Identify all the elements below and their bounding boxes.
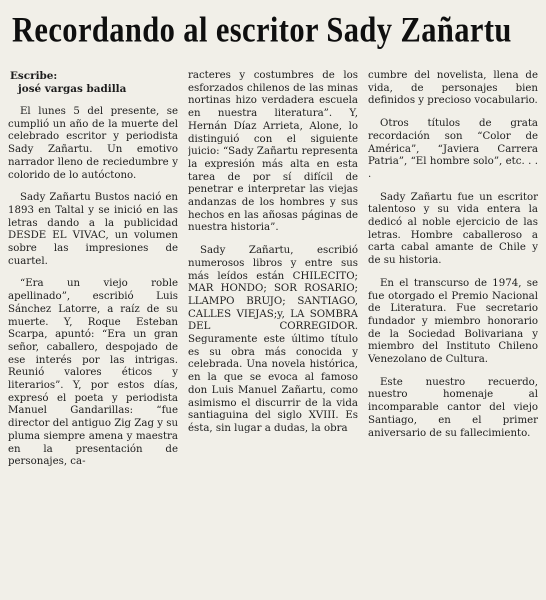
byline xyxy=(8,70,178,96)
paragraph: Sady Zañartu fue un escritor talentoso y su vida entera la dedicó al noble ejercicio de las letras. Hombre caballeroso a carta cabal amante de Chile y de su historia. xyxy=(368,191,538,267)
article-columns xyxy=(8,70,538,600)
paragraph: cumbre del novelista, llena de vida, de personajes bien definidos y precioso vocabulario. xyxy=(368,70,538,107)
paragraph: En el transcurso de 1974, se fue otorgado el Premio Nacional de Literatura. Fue secretario fundador y miembro honorario de la Sociedad Bolivariana y miembro del Instituto Chileno Venezolano de Cultura. xyxy=(368,277,538,366)
paragraph: El lunes 5 del presente, se cumplió un año de la muerte del celebrado escritor y periodista Sady Zañartu. Un emotivo narrador lleno de reciedumbre y colorido de lo autóctono. xyxy=(8,106,178,181)
paragraph: “Era un viejo roble apellinado”, escribió Luis Sánchez Latorre, a raíz de su muerte. Y, Roque Esteban Scarpa, apuntó: “Era un gran señor, caballero, despojado de ese interés por las intrigas. Reunió valores éticos y literarios”. Y, por estos días, expresó el poeta y periodista Manuel Gandarillas: “fue director del antiguo Zig Zag y su pluma siempre amena y maestra en la presentación de personajes, ca- xyxy=(8,278,178,468)
column-1 xyxy=(8,70,178,600)
paragraph: Sady Zañartu, escribió numerosos libros y entre sus más leídos están CHILECITO; MAR HONDO; SOR ROSARIO; LLAMPO BRUJO; SANTIAGO, CALLES VIEJAS;y, LA SOMBRA DEL CORREGIDOR. Seguramente este último título es su obra más conocida y celebrada. Una novela histórica, en la que se evoca al famoso don Luis Manuel Zañartu, como asimismo el discurrir de la vida santiaguina del siglo XVIII. Es ésta, sin lugar a dudas, la obra xyxy=(188,245,358,434)
byline-label: Escribe: xyxy=(10,70,58,82)
paragraph: racteres y costumbres de los esforzados chilenos de las minas nortinas hizo verdadera escuela en nuestra literatura”. Y, Hernán Díaz Arrieta, Alone, lo distinguió con el siguiente juicio: “Sady Zañartu representa la expresión más alta en esta tarea de por sí difícil de penetrar e interpretar las viejas andanzas de los hombres y sus hechos en las añosas páginas de nuestra historia”. xyxy=(188,70,358,234)
paragraph: Sady Zañartu Bustos nació en 1893 en Taltal y se inició en las letras dando a la publicidad DESDE EL VIVAC, un volumen sobre las impresiones de cuartel. xyxy=(8,192,178,267)
column-2 xyxy=(188,70,358,600)
paragraph: Este nuestro recuerdo, nuestro homenaje al incomparable cantor del viejo Santiago, en el primer aniversario de su fallecimiento. xyxy=(368,376,538,439)
byline-author: josé vargas badilla xyxy=(18,83,127,95)
paragraph: Otros títulos de grata recordación son “Color de América”, “Javiera Carrera Patria”, “El hombre solo”, etc. . . . xyxy=(368,118,538,180)
article-headline: Recordando al escritor Sady Zañartu xyxy=(12,9,512,50)
column-3 xyxy=(368,70,538,600)
